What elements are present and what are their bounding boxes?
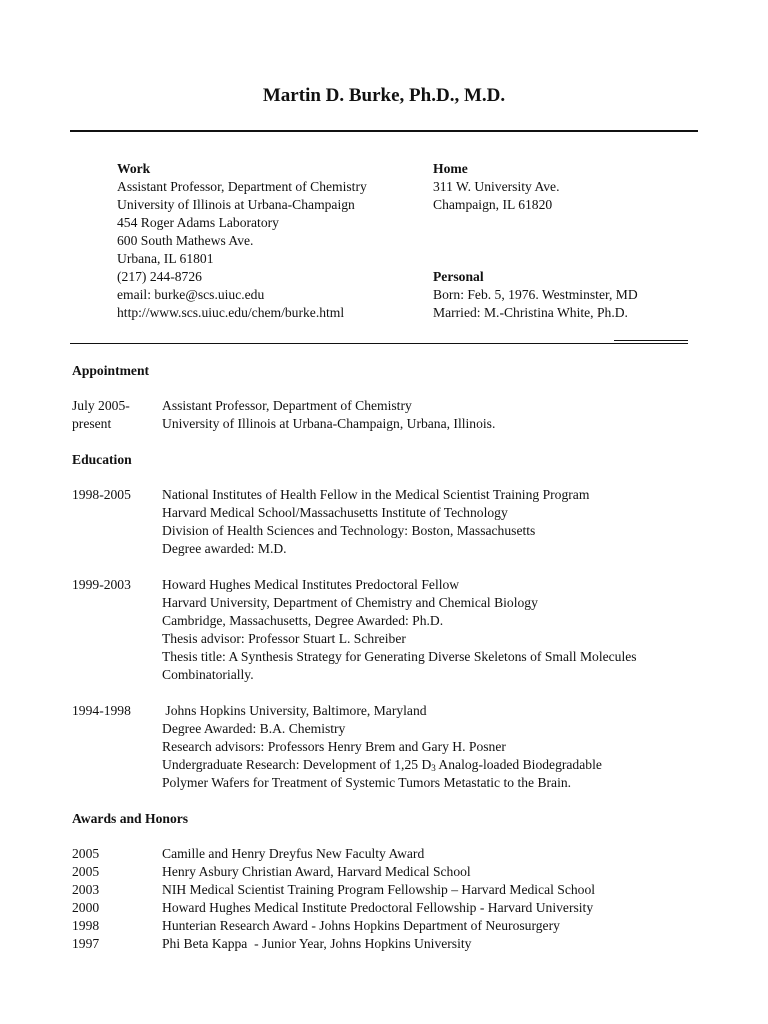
personal-heading: Personal bbox=[433, 269, 484, 284]
award-year: 2005 bbox=[72, 846, 100, 861]
entry-line: Johns Hopkins University, Baltimore, Maryland bbox=[162, 703, 427, 718]
work-line: 600 South Mathews Ave. bbox=[117, 233, 254, 248]
work-line: Assistant Professor, Department of Chemistry bbox=[117, 179, 367, 194]
award-row bbox=[72, 863, 712, 881]
entry-line: Assistant Professor, Department of Chemistry bbox=[162, 398, 412, 413]
work-phone: (217) 244-8726 bbox=[117, 269, 202, 284]
entry-date: July 2005- bbox=[72, 398, 130, 413]
entry-line: Thesis title: A Synthesis Strategy for Generating Diverse Skeletons of Small Molecules bbox=[162, 649, 637, 664]
entry-line: Harvard University, Department of Chemistry and Chemical Biology bbox=[162, 595, 538, 610]
award-year: 2003 bbox=[72, 882, 100, 897]
entry-line: Polymer Wafers for Treatment of Systemic Tumors Metastatic to the Brain. bbox=[162, 775, 572, 790]
entry-line: Degree awarded: M.D. bbox=[162, 541, 287, 556]
award-year: 2005 bbox=[72, 864, 100, 879]
entry-line: Cambridge, Massachusetts, Degree Awarded: Ph.D. bbox=[162, 613, 444, 628]
award-text: Henry Asbury Christian Award, Harvard Medical School bbox=[162, 864, 471, 879]
award-row bbox=[72, 881, 712, 899]
entry-line: Howard Hughes Medical Institutes Predoctoral Fellow bbox=[162, 577, 460, 592]
home-contact-block bbox=[433, 160, 638, 322]
research-text: Analog-loaded Biodegradable bbox=[435, 757, 602, 772]
appointment-heading: Appointment bbox=[72, 363, 150, 378]
work-website: http://www.scs.uiuc.edu/chem/burke.html bbox=[117, 305, 345, 320]
home-line: 311 W. University Ave. bbox=[433, 179, 560, 194]
home-line: Champaign, IL 61820 bbox=[433, 197, 553, 212]
work-contact-block bbox=[117, 160, 367, 322]
entry-line: Combinatorially. bbox=[162, 667, 254, 682]
award-row bbox=[72, 917, 712, 935]
work-line: Urbana, IL 61801 bbox=[117, 251, 214, 266]
work-heading: Work bbox=[117, 161, 151, 176]
contact-divider bbox=[70, 343, 688, 344]
entry-date: 1998-2005 bbox=[72, 487, 131, 502]
page-title: Martin D. Burke, Ph.D., M.D. bbox=[262, 85, 506, 106]
short-rule bbox=[614, 340, 688, 341]
research-subscript: 3 bbox=[431, 763, 436, 773]
entry-date: present bbox=[72, 416, 112, 431]
entry-line: Research advisors: Professors Henry Brem and Gary H. Posner bbox=[162, 739, 506, 754]
work-line: 454 Roger Adams Laboratory bbox=[117, 215, 279, 230]
work-line: University of Illinois at Urbana-Champaign bbox=[117, 197, 355, 212]
award-text: NIH Medical Scientist Training Program Fellowship – Harvard Medical School bbox=[162, 882, 596, 897]
award-year: 2000 bbox=[72, 900, 100, 915]
entry-line: National Institutes of Health Fellow in the Medical Scientist Training Program bbox=[162, 487, 590, 502]
awards-heading: Awards and Honors bbox=[72, 811, 189, 826]
header-divider bbox=[70, 130, 698, 132]
award-row bbox=[72, 935, 712, 953]
award-text: Phi Beta Kappa - Junior Year, Johns Hopkins University bbox=[162, 936, 472, 951]
award-year: 1997 bbox=[72, 936, 100, 951]
education-heading: Education bbox=[72, 452, 132, 467]
award-text: Camille and Henry Dreyfus New Faculty Award bbox=[162, 846, 425, 861]
home-heading: Home bbox=[433, 161, 468, 176]
entry-date: 1994-1998 bbox=[72, 703, 131, 718]
award-text: Howard Hughes Medical Institute Predoctoral Fellowship - Harvard University bbox=[162, 900, 594, 915]
research-text: Undergraduate Research: Development of 1,25 D bbox=[162, 757, 432, 772]
entry-line: Thesis advisor: Professor Stuart L. Schreiber bbox=[162, 631, 406, 646]
entry-line: Division of Health Sciences and Technology: Boston, Massachusetts bbox=[162, 523, 536, 538]
award-year: 1998 bbox=[72, 918, 100, 933]
work-email: email: burke@scs.uiuc.edu bbox=[117, 287, 265, 302]
personal-line: Married: M.-Christina White, Ph.D. bbox=[433, 305, 628, 320]
award-row bbox=[72, 899, 712, 917]
entry-line: Degree Awarded: B.A. Chemistry bbox=[162, 721, 346, 736]
entry-date: 1999-2003 bbox=[72, 577, 131, 592]
personal-line: Born: Feb. 5, 1976. Westminster, MD bbox=[433, 287, 638, 302]
entry-line: Harvard Medical School/Massachusetts Institute of Technology bbox=[162, 505, 508, 520]
award-row bbox=[72, 845, 712, 863]
entry-line: University of Illinois at Urbana-Champaign, Urbana, Illinois. bbox=[162, 416, 496, 431]
award-text: Hunterian Research Award - Johns Hopkins Department of Neurosurgery bbox=[162, 918, 560, 933]
entry-line bbox=[162, 756, 702, 774]
